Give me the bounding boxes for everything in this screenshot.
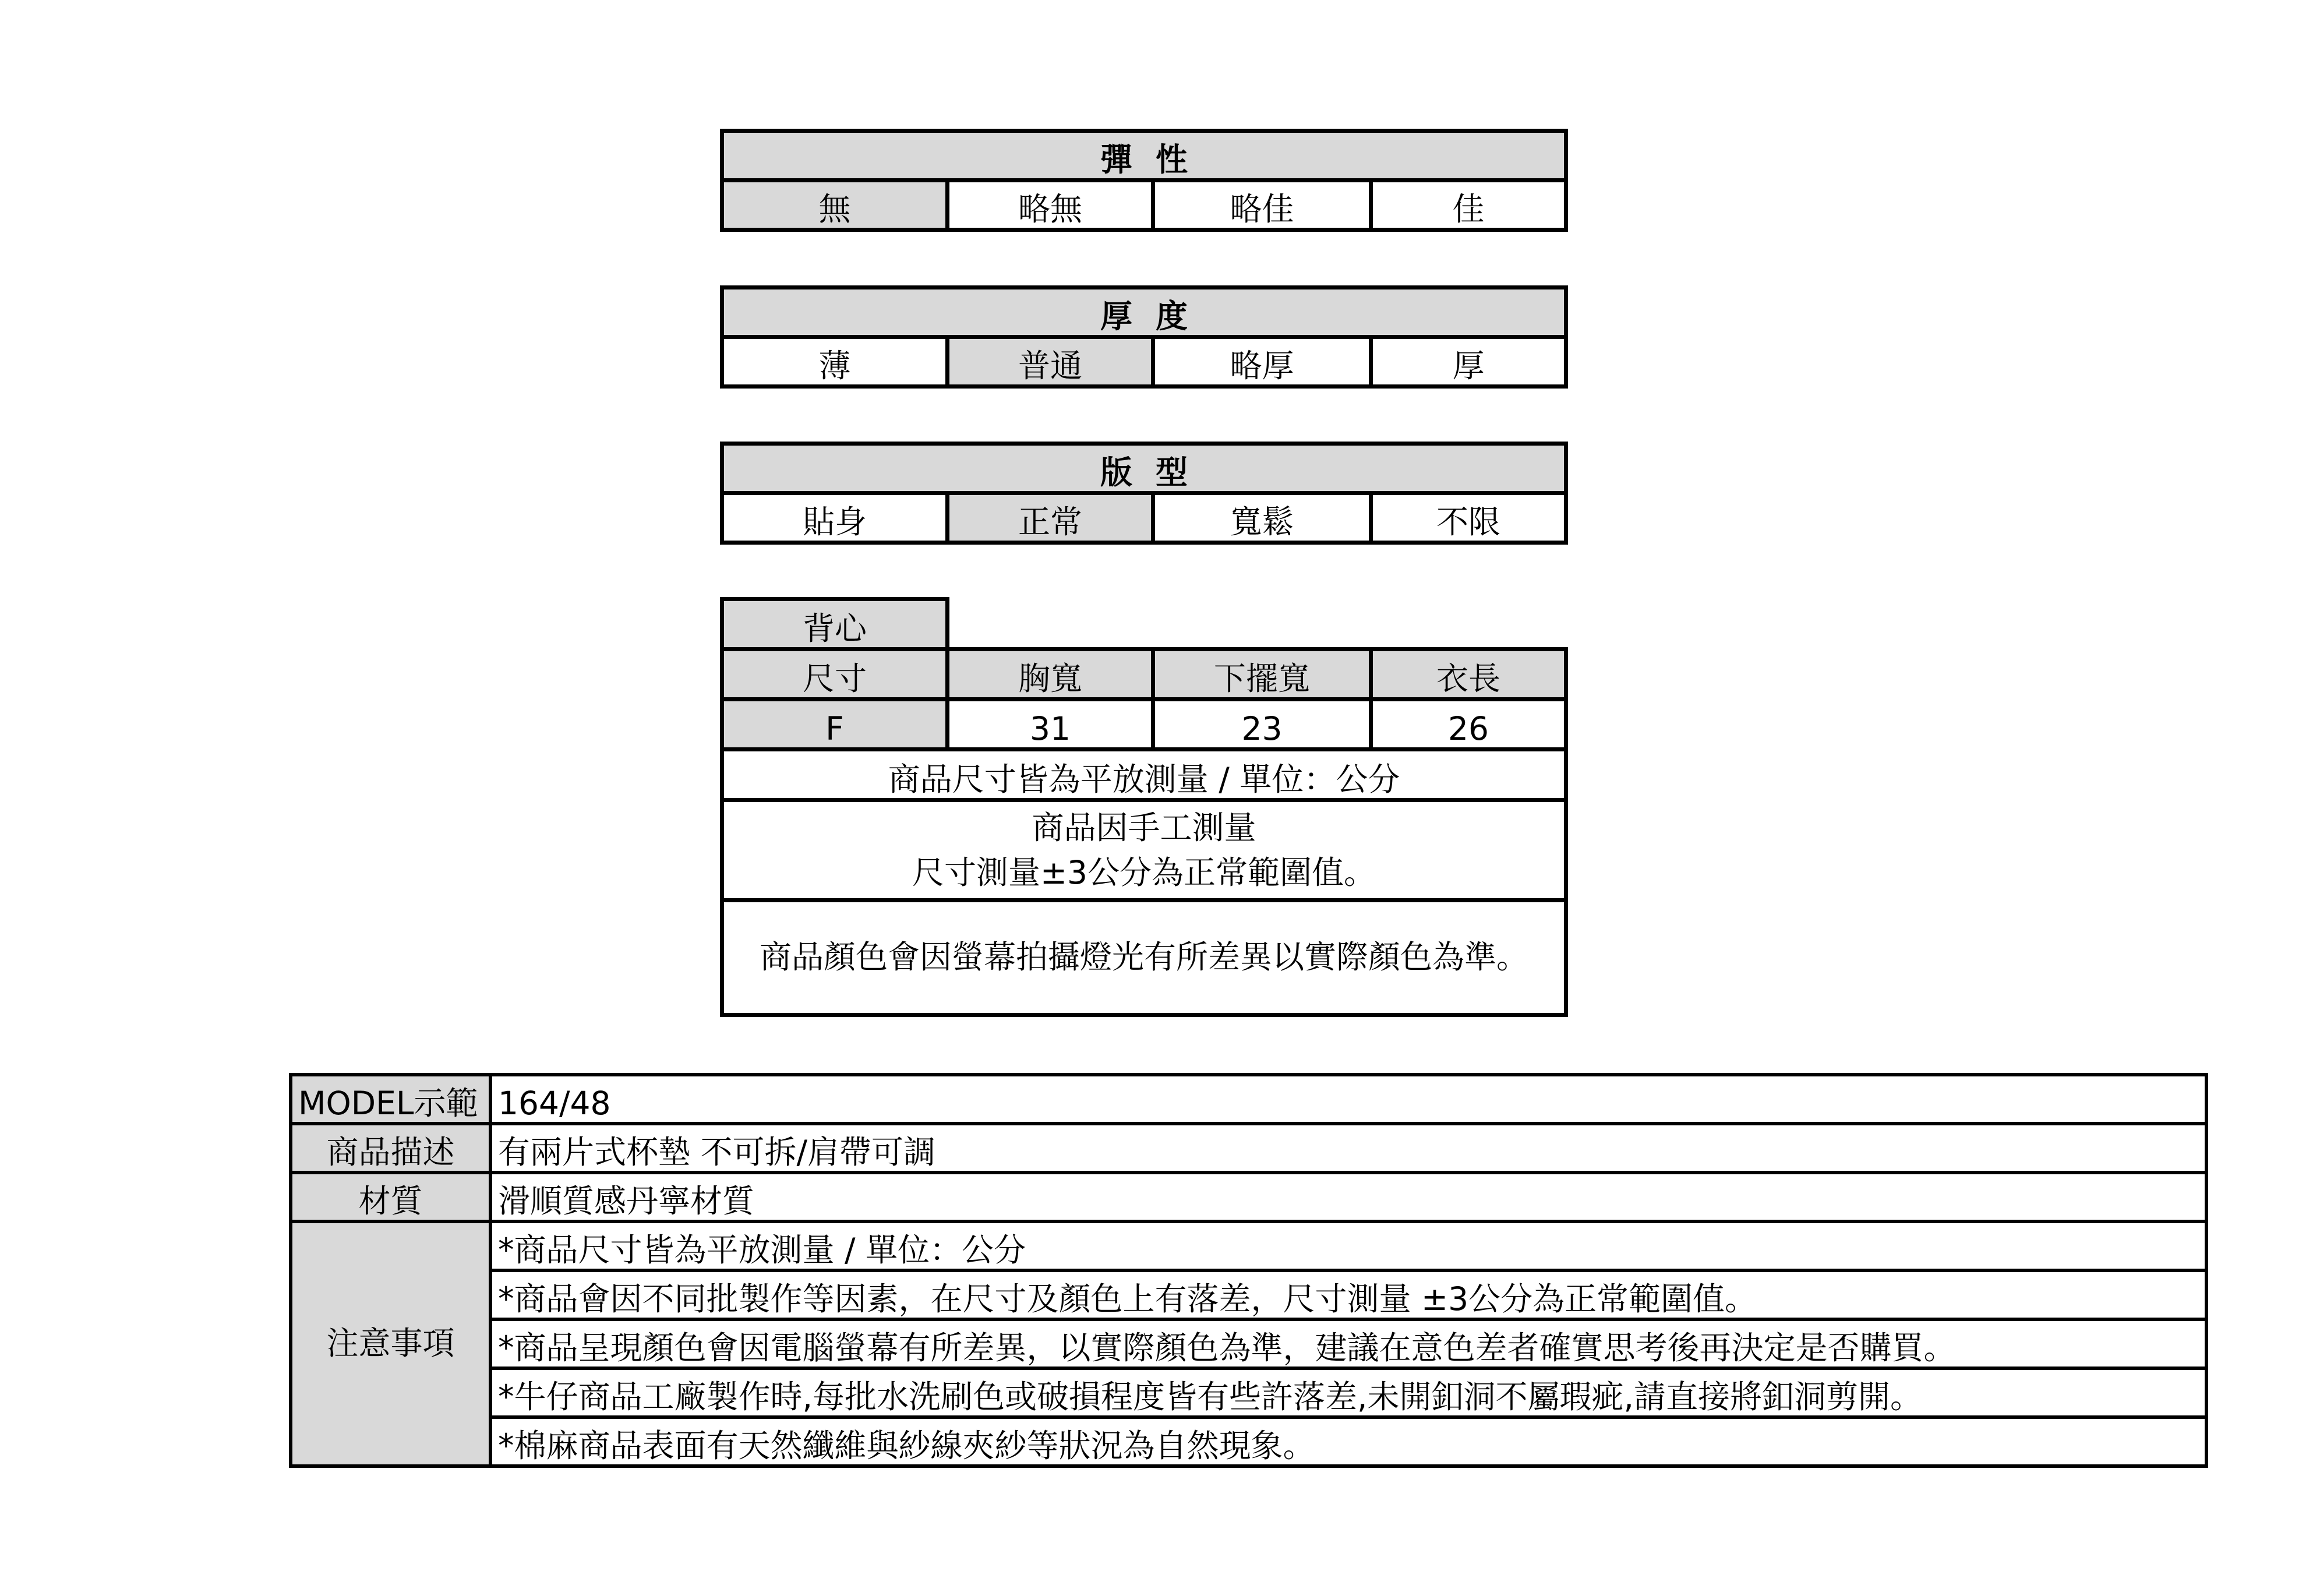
size-header: 尺寸	[722, 649, 948, 700]
elasticity-option-none: 無	[722, 181, 948, 230]
handmade-note-line1: 商品因手工測量	[1032, 808, 1256, 846]
fit-option-fitted: 貼身	[722, 493, 948, 543]
handmade-note	[722, 800, 1566, 901]
measure-note: 商品尺寸皆為平放測量 / 單位：公分	[722, 750, 1566, 800]
description-value: 有兩片式杯墊 不可拆/肩帶可調	[490, 1124, 2206, 1173]
note-item: *商品呈現顏色會因電腦螢幕有所差異，以實際顏色為準，建議在意色差者確實思考後再決定是否購買。	[490, 1319, 2206, 1368]
note-item: *商品尺寸皆為平放測量 / 單位：公分	[490, 1221, 2206, 1270]
material-label: 材質	[291, 1173, 490, 1221]
fit-option-unlimited: 不限	[1371, 493, 1566, 543]
size-chart-table	[720, 597, 1568, 1017]
fit-table	[720, 442, 1568, 545]
thickness-title: 厚度	[722, 288, 1566, 337]
size-value: F	[722, 700, 948, 750]
handmade-note-line2: 尺寸測量±3公分為正常範圍值。	[912, 853, 1376, 891]
chest-width-value: 31	[948, 700, 1153, 750]
color-note: 商品顏色會因螢幕拍攝燈光有所差異以實際顏色為準。	[722, 901, 1566, 1015]
fit-option-regular: 正常	[948, 493, 1153, 543]
notes-label: 注意事項	[291, 1221, 490, 1466]
fit-option-loose: 寬鬆	[1153, 493, 1371, 543]
thickness-option-normal: 普通	[948, 337, 1153, 387]
elasticity-table	[720, 129, 1568, 232]
thickness-option-thin: 薄	[722, 337, 948, 387]
elasticity-title: 彈性	[722, 131, 1566, 181]
note-item: *商品會因不同批製作等因素，在尺寸及顏色上有落差，尺寸測量 ±3公分為正常範圍值。	[490, 1270, 2206, 1319]
table-row	[722, 700, 1566, 750]
model-value: 164/48	[490, 1075, 2206, 1124]
length-value: 26	[1371, 700, 1566, 750]
note-item: *牛仔商品工廠製作時,每批水洗刷色或破損程度皆有些許落差,未開釦洞不屬瑕疵,請直接將釦洞剪開。	[490, 1368, 2206, 1417]
model-label: MODEL示範	[291, 1075, 490, 1124]
elasticity-option-slightly-none: 略無	[948, 181, 1153, 230]
note-item: *棉麻商品表面有天然纖維與紗線夾紗等狀況為自然現象。	[490, 1417, 2206, 1466]
blank-cell	[948, 599, 1566, 649]
fit-title: 版型	[722, 444, 1566, 493]
elasticity-option-good: 佳	[1371, 181, 1566, 230]
description-label: 商品描述	[291, 1124, 490, 1173]
hem-width-value: 23	[1153, 700, 1371, 750]
chest-width-header: 胸寬	[948, 649, 1153, 700]
hem-width-header: 下擺寬	[1153, 649, 1371, 700]
product-type-label: 背心	[722, 599, 948, 649]
material-value: 滑順質感丹寧材質	[490, 1173, 2206, 1221]
detail-table	[289, 1073, 2208, 1468]
elasticity-option-slightly-good: 略佳	[1153, 181, 1371, 230]
thickness-option-slightly-thick: 略厚	[1153, 337, 1371, 387]
length-header: 衣長	[1371, 649, 1566, 700]
thickness-option-thick: 厚	[1371, 337, 1566, 387]
thickness-table	[720, 285, 1568, 389]
